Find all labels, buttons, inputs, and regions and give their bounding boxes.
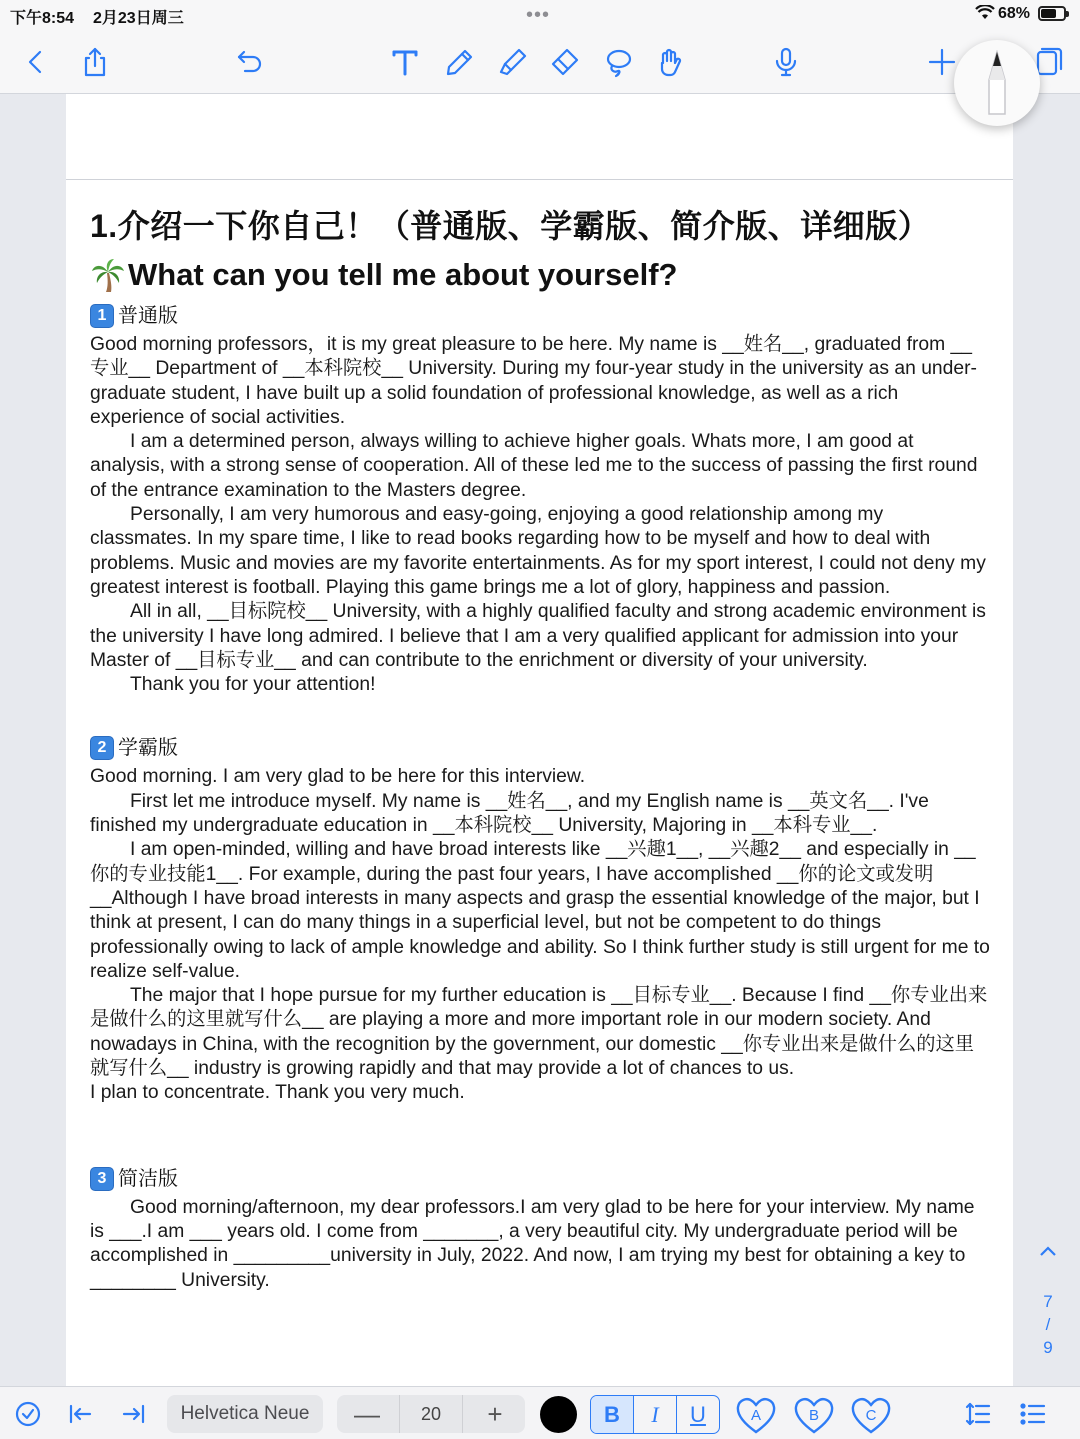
svg-text:A: A xyxy=(750,1407,762,1424)
style-preset-c[interactable] xyxy=(849,1394,893,1436)
paragraph: Good morning. I am very glad to be here for this interview. xyxy=(90,766,586,788)
status-date: 2月23日周三 xyxy=(93,10,184,27)
spacer xyxy=(90,1106,990,1158)
section-heading-1 xyxy=(90,303,990,329)
paragraph: Good morning/afternoon, my dear professors.I am very glad to be here for your interview. My name is ___.I am ___ years old. I come from _______, a very beautiful city. My undergraduate period will be accomplished in _________university in July, 2022. And now, I am trying my best for obtaining a key to ________ University. xyxy=(90,1196,975,1291)
document-page[interactable] xyxy=(66,94,1013,1386)
back-icon[interactable] xyxy=(18,44,54,80)
paragraph: The major that I hope pursue for my further education is __目标专业__. Because I find __你专业出来是做什么的这里就写什么__ are playing a more and more important role in our modern society. And nowadays in China, with the recognition by the government, our domestic __你专业出来是做什么的这里就写什么__ industry is growing rapidly and that may provide a lot of chances to us. xyxy=(90,985,988,1080)
list-icon[interactable] xyxy=(1017,1398,1049,1430)
total-pages: 9 xyxy=(1043,1338,1053,1357)
style-preset-b[interactable] xyxy=(792,1394,836,1436)
section-heading-3 xyxy=(90,1166,990,1192)
paragraph: I plan to concentrate. Thank you very much. xyxy=(90,1082,465,1104)
svg-text:B: B xyxy=(808,1407,820,1424)
page-scroller[interactable] xyxy=(1031,1240,1065,1380)
document-title: 1.介绍一下你自己！（普通版、学霸版、简介版、详细版） xyxy=(90,208,931,244)
lasso-icon[interactable] xyxy=(600,44,636,80)
paragraph: I am a determined person, always willing to achieve higher goals. Whats more, I am good at analysis, with a strong sense of cooperation. All of these led me to the success of passing the first round of the entrance examination to the Masters degree. xyxy=(90,431,978,501)
pen-icon[interactable] xyxy=(442,44,478,80)
status-bar xyxy=(0,0,1080,30)
paragraph: Personally, I am very humorous and easy-going, enjoying a good relationship among my classmates. In my spare time, I like to read books regarding how to be myself and how to deal with problems. Music and movies are my favorite entertainments. As for my sport interest, I could not deny my greatest interest is football. Playing this game brings me a lot of glory, happiness and passion. xyxy=(90,504,986,598)
page-separator: / xyxy=(1045,1315,1051,1334)
section-heading-label: 普通版 xyxy=(118,305,178,327)
highlighter-icon[interactable] xyxy=(495,44,531,80)
battery-icon xyxy=(1038,6,1066,21)
line-spacing-icon[interactable] xyxy=(962,1398,994,1430)
text-tool-icon[interactable] xyxy=(387,44,423,80)
format-toolbar xyxy=(0,1386,1080,1439)
paragraph: I am open-minded, willing and have broad interests like __兴趣1__, __兴趣2__ and especially in __你的专业技能1__. For example, during the past four years, I have accomplished __你的论文或发明__Although I have broad interests in many aspects and grasp the essential knowledge of the major, but I think at present, I can do many things in a superficial level, but not be competent to do things professionally owing to lack of ample knowledge and ability. So I think further study is still urgent for me to realize self-value. xyxy=(90,839,990,982)
text-color-swatch[interactable] xyxy=(540,1396,577,1433)
paragraph: Thank you for your attention! xyxy=(130,674,376,696)
section-heading-label: 学霸版 xyxy=(118,737,178,760)
subtitle-text: What can you tell me about yourself? xyxy=(128,257,678,292)
multitasking-dots[interactable]: ••• xyxy=(526,4,551,26)
paragraph: All in all, __目标院校__ University, with a highly qualified faculty and strong academic environment is the university I have long admired. I believe that I am a very qualified applicant for admission into your Master of __目标专业__ and can contribute to the enrichment or diversity of your university. xyxy=(90,601,986,671)
share-icon[interactable] xyxy=(77,44,113,80)
section-number-badge: 2 xyxy=(90,736,114,760)
section-number-badge: 3 xyxy=(90,1167,114,1191)
checkmark-icon[interactable] xyxy=(12,1398,44,1430)
hand-icon[interactable] xyxy=(652,44,688,80)
font-size-value[interactable]: 20 xyxy=(399,1395,463,1433)
palm-tree-icon xyxy=(90,257,126,293)
pencil-palette-button[interactable] xyxy=(954,40,1040,126)
underline-button[interactable]: U xyxy=(690,1401,706,1427)
font-family-selector[interactable]: Helvetica Neue xyxy=(167,1395,323,1433)
document-content[interactable] xyxy=(90,206,990,1293)
wifi-icon xyxy=(975,5,995,25)
current-page: 7 xyxy=(1043,1292,1053,1311)
outdent-icon[interactable] xyxy=(64,1398,96,1430)
battery-level xyxy=(1041,9,1056,18)
style-preset-a[interactable] xyxy=(734,1394,778,1436)
svg-text:C: C xyxy=(865,1407,877,1424)
eraser-icon[interactable] xyxy=(547,44,583,80)
document-subtitle xyxy=(90,255,990,295)
bold-button[interactable]: B xyxy=(591,1396,634,1433)
text-style-group xyxy=(590,1395,720,1434)
undo-icon[interactable] xyxy=(232,44,268,80)
pencil-icon xyxy=(976,50,1018,116)
status-time: 下午8:54 xyxy=(10,10,75,27)
italic-button[interactable]: I xyxy=(634,1396,677,1433)
chevron-up-icon[interactable] xyxy=(1036,1240,1060,1264)
page-divider xyxy=(66,179,1013,180)
spacer xyxy=(90,697,990,727)
paragraph: First let me introduce myself. My name is __姓名__, and my English name is __英文名__. I've finished my undergraduate education in __本科院校__ University, Majoring in __本科专业__. xyxy=(90,790,929,837)
section-heading-label: 简洁版 xyxy=(118,1167,178,1190)
paragraph: Good morning professors，it is my great pleasure to be here. My name is __姓名__, graduated from __专业__ Department of __本科院校__ University. During my four-year study in the university as an under-graduate student, I have built up a solid foundation of professional knowledge, as well as a rich experience of social activities. xyxy=(90,334,977,428)
decrease-size-button[interactable]: — xyxy=(354,1398,380,1429)
microphone-icon[interactable] xyxy=(768,44,804,80)
increase-size-button[interactable]: + xyxy=(487,1398,503,1429)
section-number-badge: 1 xyxy=(90,304,114,328)
indent-icon[interactable] xyxy=(118,1398,150,1430)
section-heading-2 xyxy=(90,735,990,761)
font-size-stepper xyxy=(337,1395,525,1433)
battery-percent: 68% xyxy=(998,5,1031,22)
top-toolbar xyxy=(0,30,1080,94)
